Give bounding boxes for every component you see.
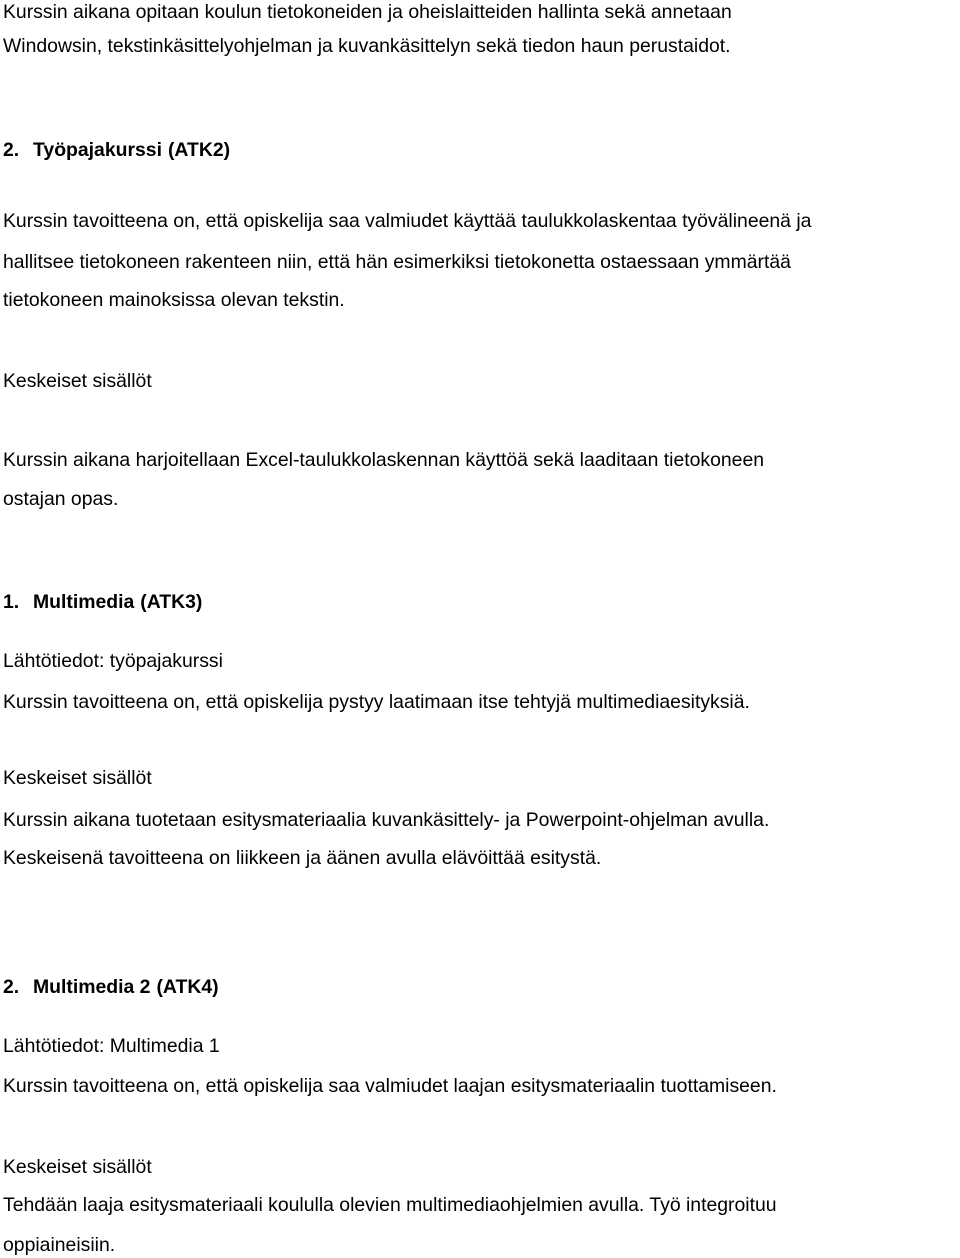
course-atk3-content-line-1: Kurssin aikana tuotetaan esitysmateriaalia kuvankäsittely- ja Powerpoint-ohjelman avulla. bbox=[3, 809, 770, 831]
course-atk2-code: (ATK2) bbox=[167, 139, 231, 161]
course-atk4-goal-line-1: Kurssin tavoitteena on, että opiskelija saa valmiudet laajan esitysmateriaalin tuottamiseen. bbox=[3, 1075, 777, 1097]
course-atk3-title: Multimedia bbox=[33, 591, 135, 613]
course-atk4-code: (ATK4) bbox=[156, 976, 219, 998]
course-atk2-goal-line-3: tietokoneen mainoksissa olevan tekstin. bbox=[3, 289, 345, 311]
course-atk4-number: 2. bbox=[3, 976, 20, 998]
course-atk2-number: 2. bbox=[3, 139, 20, 161]
course-atk4-key-label: Keskeiset sisällöt bbox=[3, 1156, 152, 1178]
course-atk3-code: (ATK3) bbox=[140, 591, 203, 613]
course-atk4-prereq: Lähtötiedot: Multimedia 1 bbox=[3, 1035, 220, 1057]
course-atk4-title: Multimedia 2 bbox=[33, 976, 151, 998]
course-atk3-prereq: Lähtötiedot: työpajakurssi bbox=[3, 650, 223, 672]
course-atk4-heading bbox=[3, 975, 219, 999]
course-atk3-number: 1. bbox=[3, 591, 20, 613]
course-atk2-title: Työpajakurssi bbox=[33, 139, 162, 161]
course-atk2-heading bbox=[3, 138, 230, 162]
course-atk2-goal-line-1: Kurssin tavoitteena on, että opiskelija saa valmiudet käyttää taulukkolaskentaa työvälineenä ja bbox=[3, 210, 812, 232]
intro-line-1: Kurssin aikana opitaan koulun tietokoneiden ja oheislaitteiden hallinta sekä annetaan bbox=[3, 1, 732, 23]
course-atk3-content-line-2: Keskeisenä tavoitteena on liikkeen ja äänen avulla elävöittää esitystä. bbox=[3, 847, 602, 869]
course-atk2-key-label: Keskeiset sisällöt bbox=[3, 370, 152, 392]
course-atk2-content-line-1: Kurssin aikana harjoitellaan Excel-taulukkolaskennan käyttöä sekä laaditaan tietokoneen bbox=[3, 449, 765, 471]
course-atk3-goal-line-1: Kurssin tavoitteena on, että opiskelija pystyy laatimaan itse tehtyjä multimediaesityksiä. bbox=[3, 691, 750, 713]
course-atk3-heading bbox=[3, 590, 202, 614]
intro-line-2: Windowsin, tekstinkäsittelyohjelman ja kuvankäsittelyn sekä tiedon haun perustaidot. bbox=[3, 35, 731, 57]
course-atk4-content-line-1: Tehdään laaja esitysmateriaali koululla olevien multimediaohjelmien avulla. Työ integroituu bbox=[3, 1194, 777, 1216]
course-atk4-content-line-2: oppiaineisiin. bbox=[3, 1234, 116, 1256]
course-atk3-key-label: Keskeiset sisällöt bbox=[3, 767, 152, 789]
course-atk2-content-line-2: ostajan opas. bbox=[3, 488, 119, 510]
course-atk2-goal-line-2: hallitsee tietokoneen rakenteen niin, että hän esimerkiksi tietokonetta ostaessaan ymmärtää bbox=[3, 251, 791, 273]
